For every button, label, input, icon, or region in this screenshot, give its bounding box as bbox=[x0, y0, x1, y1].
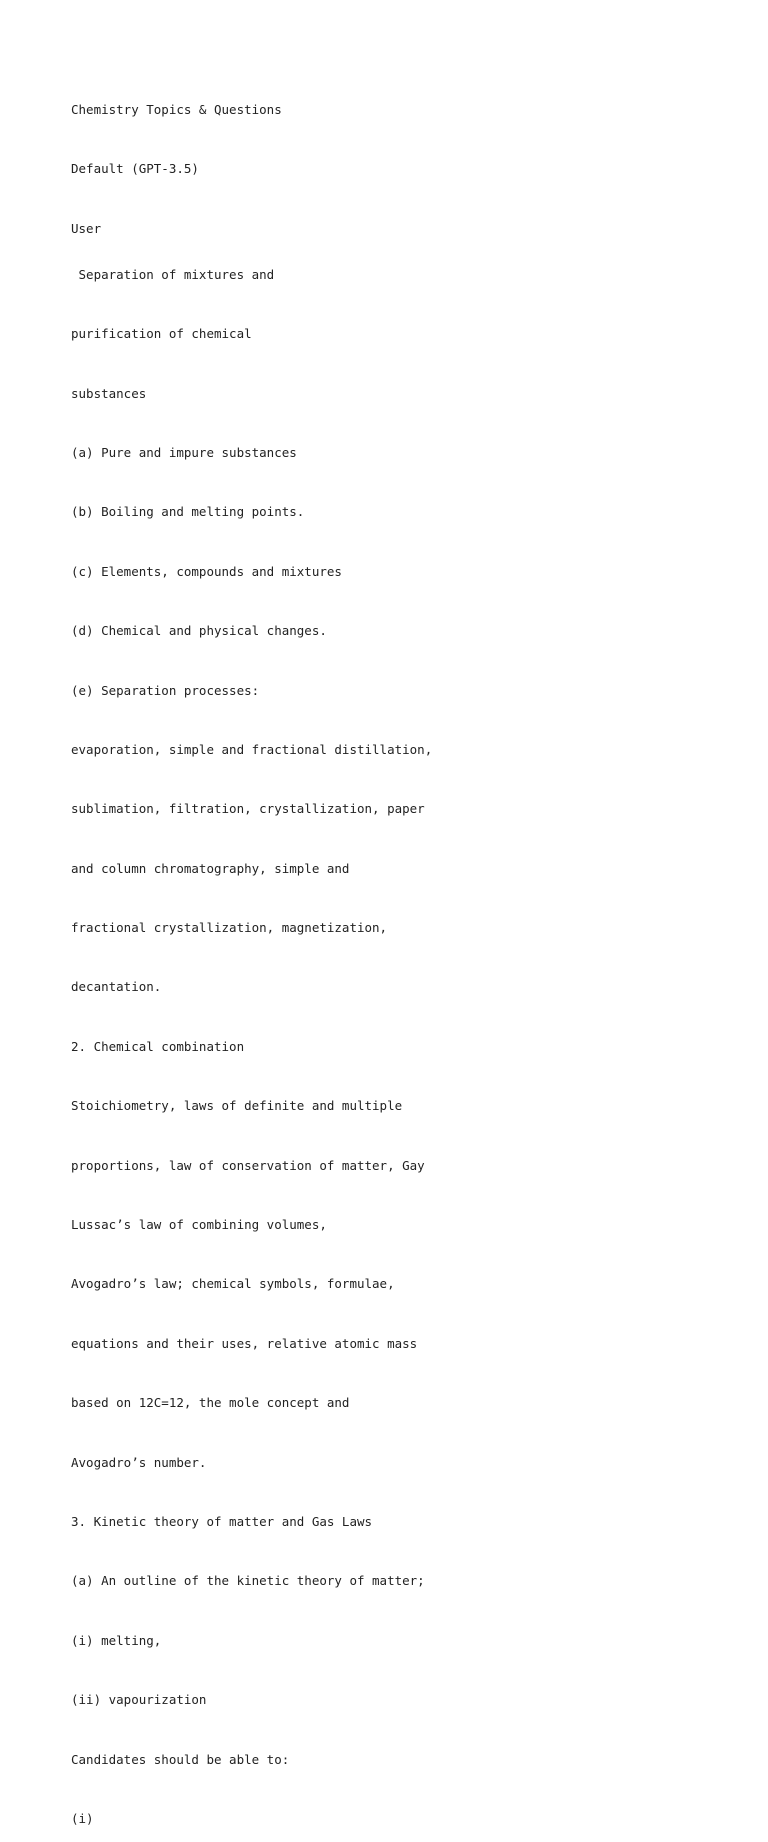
text-line: sublimation, filtration, crystallization, paper bbox=[71, 801, 425, 817]
speaker-label: User bbox=[71, 220, 102, 236]
text-line: and column chromatography, simple and bbox=[71, 860, 350, 876]
text-line: 2. Chemical combination bbox=[71, 1038, 245, 1054]
text-line: evaporation, simple and fractional distillation, bbox=[71, 741, 433, 757]
document-title: Chemistry Topics & Questions bbox=[71, 102, 282, 117]
text-line: (c) Elements, compounds and mixtures bbox=[71, 563, 342, 579]
text-line: equations and their uses, relative atomic mass bbox=[71, 1335, 418, 1351]
text-line: purification of chemical bbox=[71, 326, 252, 342]
text-line: Separation of mixtures and bbox=[71, 266, 275, 282]
text-line: (b) Boiling and melting points. bbox=[71, 504, 305, 520]
text-line: Stoichiometry, laws of definite and multiple bbox=[71, 1098, 403, 1114]
text-line: (a) Pure and impure substances bbox=[71, 444, 297, 460]
text-line: Avogadro’s law; chemical symbols, formulae, bbox=[71, 1276, 395, 1292]
text-line: 3. Kinetic theory of matter and Gas Laws bbox=[71, 1513, 373, 1529]
model-label: Default (GPT-3.5) bbox=[71, 161, 199, 177]
text-line: (i) melting, bbox=[71, 1632, 162, 1648]
text-line: based on 12C=12, the mole concept and bbox=[71, 1395, 350, 1411]
text-line: (e) Separation processes: bbox=[71, 682, 260, 698]
text-line: (d) Chemical and physical changes. bbox=[71, 623, 327, 639]
document-page bbox=[71, 72, 731, 1842]
text-line: fractional crystallization, magnetization, bbox=[71, 920, 388, 936]
text-line: Candidates should be able to: bbox=[71, 1751, 290, 1767]
text-line: decantation. bbox=[71, 979, 162, 995]
text-line: (ii) vapourization bbox=[71, 1692, 207, 1708]
text-line: Lussac’s law of combining volumes, bbox=[71, 1217, 327, 1233]
text-line: (a) An outline of the kinetic theory of matter; bbox=[71, 1573, 425, 1589]
text-line: substances bbox=[71, 385, 147, 401]
text-line: Avogadro’s number. bbox=[71, 1454, 207, 1470]
text-line: proportions, law of conservation of matter, Gay bbox=[71, 1157, 425, 1173]
text-line: (i) bbox=[71, 1810, 94, 1826]
